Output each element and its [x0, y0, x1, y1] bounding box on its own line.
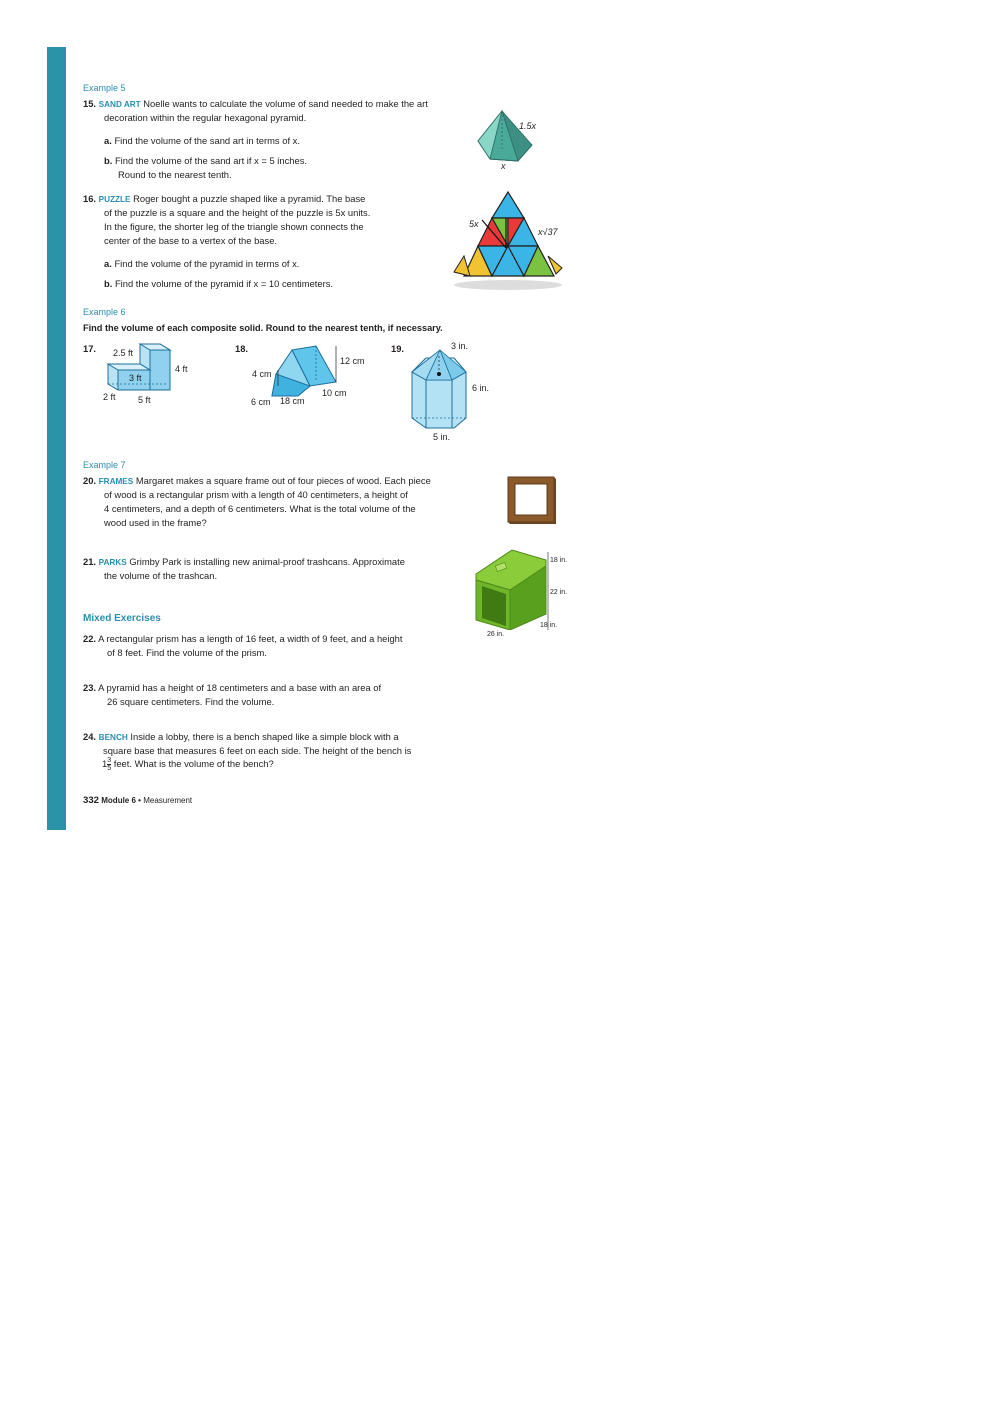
q16-b-label: b.	[104, 278, 113, 289]
q17-label-4ft: 4 ft	[175, 364, 188, 374]
q15-tag: SAND ART	[98, 100, 141, 109]
q17-label-2ft: 2 ft	[103, 392, 116, 402]
q17-label-2-5ft: 2.5 ft	[113, 348, 134, 358]
q18-number: 18.	[235, 343, 249, 354]
q20-line1	[83, 474, 431, 489]
q15-text2: decoration within the regular hexagonal pyramid.	[104, 112, 307, 123]
q15-b	[104, 154, 307, 168]
q20-text3: 4 centimeters, and a depth of 6 centimeters. What is the total volume of the	[104, 503, 416, 514]
sidebar-accent-bar	[47, 47, 66, 830]
q23-line1	[83, 681, 381, 695]
q24-line3	[102, 757, 274, 772]
q21-number: 21.	[83, 556, 97, 567]
footer-module: Module 6	[101, 796, 136, 805]
q19-label-6in: 6 in.	[472, 383, 490, 393]
q21-text1: Grimby Park is installing new animal-proof trashcans. Approximate	[129, 556, 405, 567]
q17-number: 17.	[83, 343, 97, 354]
q19-number: 19.	[391, 343, 405, 354]
q15-a-text: Find the volume of the sand art in terms of x.	[114, 135, 300, 146]
hexagonal-pyramid-figure	[470, 105, 570, 175]
q22-number: 22.	[83, 633, 97, 644]
q24-whole: 1	[102, 758, 108, 769]
q18-label-10cm: 10 cm	[322, 388, 347, 398]
q20-text1: Margaret makes a square frame out of four pieces of wood. Each piece	[135, 475, 431, 486]
q16-b-text: Find the volume of the pyramid if x = 10 centimeters.	[114, 278, 334, 289]
q20-number: 20.	[83, 475, 97, 486]
q24-fraction	[107, 757, 111, 772]
example-6-heading: Example 6	[83, 307, 126, 317]
q16-fig-height-label: 5x	[469, 219, 479, 229]
puzzle-pyramid-figure	[452, 190, 564, 290]
q17-label-5ft: 5 ft	[138, 395, 151, 405]
q24-number: 24.	[83, 731, 97, 742]
footer-separator: •	[138, 796, 141, 805]
wooden-frame-figure	[506, 475, 558, 525]
q15-a-label: a.	[104, 135, 112, 146]
q23-text1: A pyramid has a height of 18 centimeters and a base with an area of	[98, 682, 382, 693]
q16-text3: In the figure, the shorter leg of the triangle shown connects the	[104, 221, 364, 232]
q15-fig-slant-label: 1.5x	[519, 121, 537, 131]
footer-title: Measurement	[143, 796, 193, 805]
q21-label-22in: 22 in.	[550, 589, 568, 596]
q17-label-3ft: 3 ft	[129, 373, 142, 383]
q16-text1: Roger bought a puzzle shaped like a pyramid. The base	[133, 193, 366, 204]
q19-label-3in: 3 in.	[451, 341, 469, 351]
q15-b-label: b.	[104, 155, 113, 166]
q24-frac-num: 3	[107, 757, 112, 765]
mixed-exercises-heading: Mixed Exercises	[83, 613, 161, 624]
q22-text1: A rectangular prism has a length of 16 feet, a width of 9 feet, and a height	[98, 633, 403, 644]
q22-text2: of 8 feet. Find the volume of the prism.	[107, 647, 267, 658]
q16-line1	[83, 192, 365, 207]
q15-b-text2: Round to the nearest tenth.	[118, 169, 232, 180]
q24-line1	[83, 730, 399, 745]
q18-label-12cm: 12 cm	[340, 356, 365, 366]
q24-frac-den: 5	[107, 765, 112, 773]
q15-line1	[83, 97, 428, 112]
q15-b-text: Find the volume of the sand art if x = 5 inches.	[114, 155, 307, 166]
q16-b	[104, 277, 333, 291]
q16-a	[104, 257, 299, 271]
q21-label-26in: 26 in.	[487, 631, 505, 638]
q22-line1	[83, 632, 403, 646]
q15-number: 15.	[83, 98, 97, 109]
q16-a-text: Find the volume of the pyramid in terms of x.	[114, 258, 300, 269]
q24-tag: BENCH	[98, 733, 128, 742]
example-7-heading: Example 7	[83, 460, 126, 470]
q24-text2: square base that measures 6 feet on each side. The height of the bench is	[103, 745, 412, 756]
q24-text1: Inside a lobby, there is a bench shaped like a simple block with a	[130, 731, 399, 742]
q15-fig-base-label: x	[501, 161, 506, 171]
q16-fig-hyp-label: x√37	[538, 227, 558, 237]
q18-label-18cm: 18 cm	[280, 396, 305, 406]
page-footer	[83, 794, 192, 808]
q21-label-18in-top: 18 in.	[550, 557, 568, 564]
q23-text2: 26 square centimeters. Find the volume.	[107, 696, 275, 707]
example-6-instruction: Find the volume of each composite solid. Round to the nearest tenth, if necessary.	[83, 323, 443, 333]
q16-text2: of the puzzle is a square and the height of the puzzle is 5x units.	[104, 207, 371, 218]
page-number: 332	[83, 795, 100, 806]
q20-text2: of wood is a rectangular prism with a length of 40 centimeters, a height of	[104, 489, 408, 500]
q19-label-5in: 5 in.	[433, 432, 451, 442]
q20-tag: FRAMES	[98, 477, 134, 486]
q16-number: 16.	[83, 193, 97, 204]
q23-number: 23.	[83, 682, 97, 693]
q16-a-label: a.	[104, 258, 112, 269]
trashcan-figure	[472, 546, 552, 630]
q16-text4: center of the base to a vertex of the base.	[104, 235, 278, 246]
hexagonal-prism-pyramid-figure	[408, 346, 472, 432]
example-5-heading: Example 5	[83, 83, 126, 93]
q21-text2: the volume of the trashcan.	[104, 570, 218, 581]
q24-text3: feet. What is the volume of the bench?	[113, 758, 274, 769]
q18-label-6cm: 6 cm	[251, 397, 271, 407]
q21-line1	[83, 555, 405, 570]
q15-a	[104, 134, 300, 148]
q20-text4: wood used in the frame?	[104, 517, 207, 528]
q16-tag: PUZZLE	[98, 195, 131, 204]
q18-label-4cm: 4 cm	[252, 369, 272, 379]
q15-text1: Noelle wants to calculate the volume of sand needed to make the art	[143, 98, 428, 109]
q21-tag: PARKS	[98, 558, 127, 567]
q21-label-18in-bottom: 18 in.	[540, 622, 558, 629]
